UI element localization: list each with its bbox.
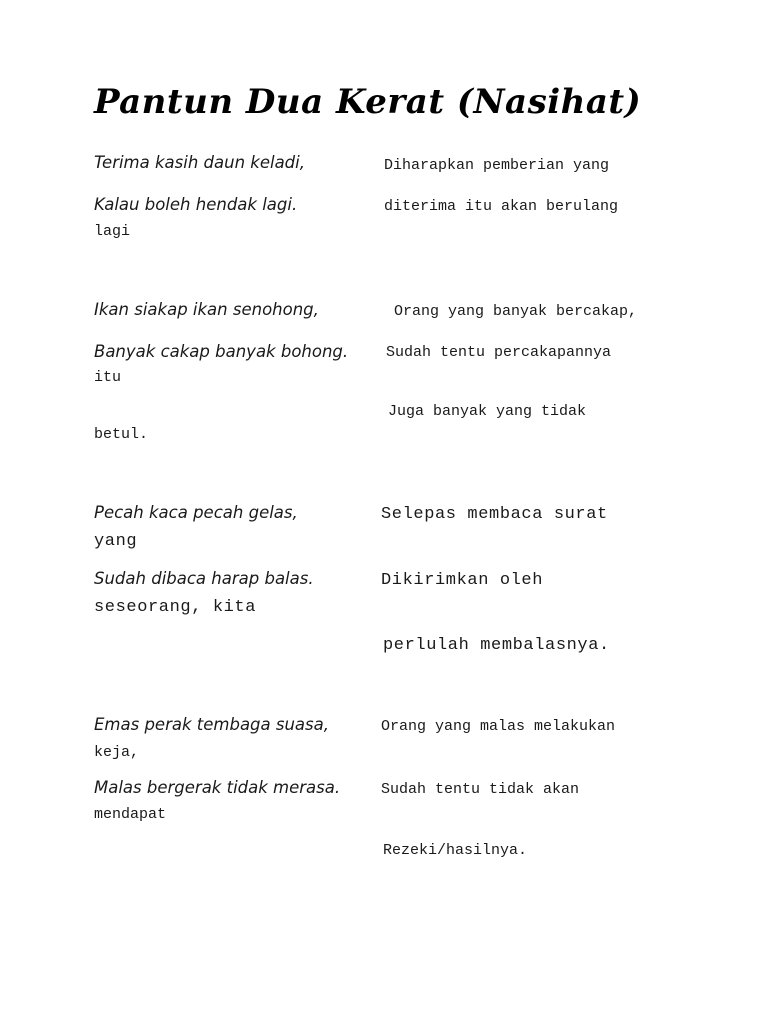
pantun-2-meaning-2: Sudah tentu percakapannya [386,344,612,361]
pantun-4-meaning-4: mendapat [94,806,167,823]
pantun-2-line-2: Banyak cakap banyak bohong. [94,342,349,361]
pantun-4-meaning-1: Orang yang malas melakukan [381,718,616,735]
pantun-2-meaning-1: Orang yang banyak bercakap, [394,303,638,320]
pantun-3-meaning-4: seseorang, kita [94,598,257,617]
pantun-1-meaning-3: lagi [94,223,131,240]
pantun-4-meaning-5: Rezeki/hasilnya. [383,842,528,859]
pantun-1-line-2: Kalau boleh hendak lagi. [94,195,298,214]
pantun-4-line-1: Emas perak tembaga suasa, [94,715,329,734]
pantun-1-meaning-2: diterima itu akan berulang [384,198,619,215]
pantun-2-line-1: Ikan siakap ikan senohong, [94,300,319,319]
pantun-3-line-2: Sudah dibaca harap balas. [94,569,314,588]
pantun-4-meaning-2: keja, [94,744,140,761]
pantun-2-meaning-5: betul. [94,426,149,443]
pantun-2-meaning-3: itu [94,369,122,386]
pantun-2-meaning-4: Juga banyak yang tidak [388,403,587,420]
pantun-4-meaning-3: Sudah tentu tidak akan [381,781,580,798]
pantun-3-line-1: Pecah kaca pecah gelas, [94,503,298,522]
pantun-1-line-1: Terima kasih daun keladi, [94,153,305,172]
document-title: Pantun Dua Kerat (Nasihat) [94,82,642,122]
pantun-3-meaning-3: Dikirimkan oleh [381,571,544,590]
pantun-3-meaning-5: perlulah membalasnya. [383,636,610,655]
pantun-4-line-2: Malas bergerak tidak merasa. [94,778,341,797]
pantun-3-meaning-2: yang [94,532,138,551]
pantun-3-meaning-1: Selepas membaca surat [381,505,608,524]
pantun-1-meaning-1: Diharapkan pemberian yang [384,157,610,174]
